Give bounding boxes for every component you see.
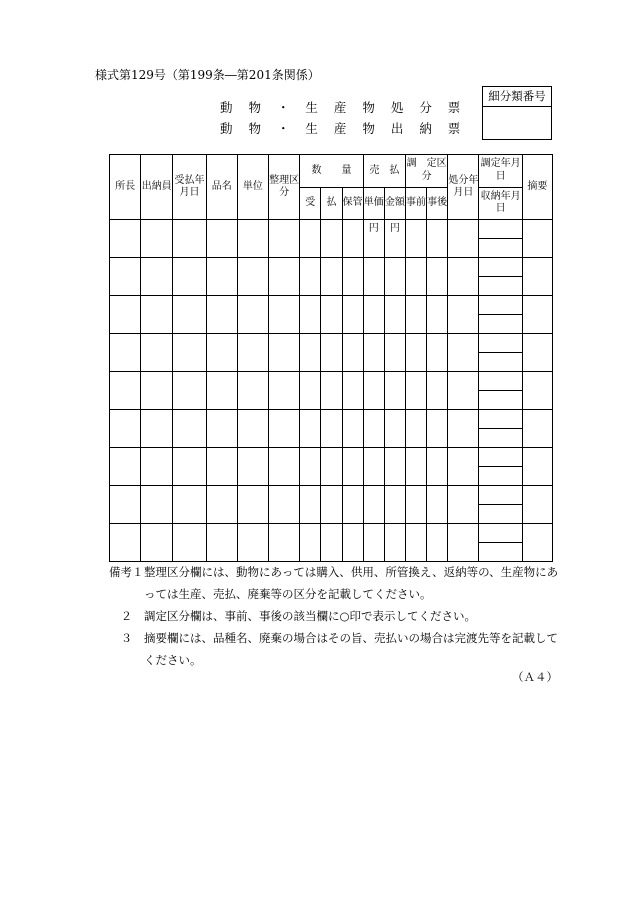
table-cell — [141, 296, 173, 334]
table-cell — [522, 372, 552, 410]
table-cell — [384, 296, 405, 334]
table-cell — [384, 372, 405, 410]
table-cell — [300, 258, 321, 296]
table-cell — [342, 258, 363, 296]
table-cell — [269, 486, 300, 524]
table-cell — [342, 296, 363, 334]
note-number: 備考１ — [109, 565, 144, 579]
table-cell — [522, 524, 552, 562]
table-cell — [384, 524, 405, 562]
col-unit: 単位 — [237, 155, 268, 220]
note-2 — [109, 605, 569, 627]
col-category: 整理区分 — [269, 155, 300, 220]
table-cell — [141, 258, 173, 296]
table-cell — [206, 410, 237, 448]
table-cell — [448, 220, 479, 258]
table-row — [110, 410, 553, 448]
table-cell — [237, 486, 268, 524]
table-cell — [110, 220, 141, 258]
table-cell — [173, 220, 206, 258]
table-cell — [363, 296, 384, 334]
table-cell — [363, 334, 384, 372]
table-cell — [363, 486, 384, 524]
table-cell — [384, 334, 405, 372]
table-cell — [300, 220, 321, 258]
note-text: 調定区分欄は、事前、事後の該当欄に○印で表示してください。 — [144, 609, 477, 623]
table-row — [110, 448, 553, 486]
note-3 — [109, 627, 569, 671]
col-after: 事後 — [427, 187, 448, 220]
table-cell — [384, 220, 405, 258]
table-cell — [522, 220, 552, 258]
table-cell — [269, 524, 300, 562]
col-quantity: 数 量 — [300, 155, 363, 188]
table-cell — [384, 486, 405, 524]
col-director: 所長 — [110, 155, 141, 220]
table-cell — [300, 372, 321, 410]
table-cell — [237, 334, 268, 372]
table-cell — [427, 258, 448, 296]
table-row — [110, 296, 553, 334]
col-sale: 売 払 — [363, 155, 405, 188]
yen-label: 円 — [368, 223, 379, 234]
col-qty-in: 受 — [300, 187, 321, 220]
col-unit-price: 単価 — [363, 187, 384, 220]
table-row — [110, 486, 553, 524]
table-cell — [405, 220, 426, 258]
table-cell — [342, 448, 363, 486]
col-remarks: 摘要 — [522, 155, 552, 220]
table-cell — [448, 372, 479, 410]
table-cell — [321, 334, 342, 372]
table-cell — [479, 372, 522, 410]
table-row — [110, 372, 553, 410]
table-cell — [342, 486, 363, 524]
table-cell — [522, 296, 552, 334]
table-cell — [237, 258, 268, 296]
table-cell — [522, 334, 552, 372]
table-cell — [321, 296, 342, 334]
table-cell — [448, 410, 479, 448]
table-cell — [522, 448, 552, 486]
table-cell — [522, 486, 552, 524]
note-text: 整理区分欄には、動物にあっては購入、供用、所管換え、返納等の、生産物にあっては生産、売払、廃棄等の区分を記載してください。 — [144, 565, 559, 601]
table-cell — [405, 410, 426, 448]
table-cell — [384, 258, 405, 296]
table-cell — [173, 524, 206, 562]
table-cell — [321, 372, 342, 410]
table-row — [110, 220, 553, 258]
classification-label: 細分類番号 — [483, 87, 551, 107]
table-cell — [427, 410, 448, 448]
table-cell — [110, 372, 141, 410]
table-cell — [300, 334, 321, 372]
table-cell — [173, 296, 206, 334]
table-cell — [342, 220, 363, 258]
table-cell — [405, 296, 426, 334]
ledger-table — [109, 154, 553, 562]
table-cell — [141, 372, 173, 410]
note-number: ２ — [120, 609, 133, 623]
table-cell — [479, 410, 522, 448]
table-cell — [363, 220, 384, 258]
table-cell — [237, 448, 268, 486]
col-adjust-date: 調定年月 日 — [479, 155, 521, 188]
col-disposal-date: 処分年月日 — [448, 155, 479, 220]
table-cell — [427, 334, 448, 372]
note-number: ３ — [120, 631, 133, 645]
note-text: 摘要欄には、品種名、廃棄の場合はその旨、売払いの場合は完渡先等を記載してください。 — [144, 631, 558, 667]
table-cell — [300, 448, 321, 486]
table-cell — [522, 258, 552, 296]
table-cell — [448, 258, 479, 296]
table-cell — [237, 372, 268, 410]
table-cell — [237, 220, 268, 258]
table-cell — [110, 486, 141, 524]
table-cell — [206, 524, 237, 562]
table-cell — [110, 448, 141, 486]
table-cell — [427, 524, 448, 562]
table-cell — [363, 448, 384, 486]
table-cell — [427, 296, 448, 334]
table-cell — [141, 524, 173, 562]
table-cell — [363, 258, 384, 296]
table-cell — [427, 448, 448, 486]
table-cell — [479, 258, 522, 296]
table-cell — [448, 486, 479, 524]
table-cell — [269, 296, 300, 334]
table-cell — [300, 486, 321, 524]
table-cell — [173, 372, 206, 410]
col-amount: 金額 — [384, 187, 405, 220]
table-cell — [342, 524, 363, 562]
table-row — [110, 258, 553, 296]
table-cell — [342, 334, 363, 372]
table-cell — [405, 448, 426, 486]
table-cell — [141, 486, 173, 524]
table-cell — [110, 524, 141, 562]
form-id: 様式第129号（第199条―第201条関係） — [95, 68, 320, 82]
col-adjust: 調 定区 分 — [405, 155, 447, 188]
table-cell — [448, 334, 479, 372]
table-cell — [479, 334, 522, 372]
col-item: 品名 — [206, 155, 237, 220]
table-cell — [479, 448, 522, 486]
table-row — [110, 334, 553, 372]
table-cell — [141, 220, 173, 258]
table-cell — [300, 410, 321, 448]
table-cell — [206, 372, 237, 410]
table-cell — [448, 448, 479, 486]
table-cell — [173, 448, 206, 486]
table-cell — [269, 220, 300, 258]
table-cell — [405, 486, 426, 524]
table-cell — [141, 334, 173, 372]
col-qty-keep: 保管 — [342, 187, 363, 220]
col-qty-out: 払 — [321, 187, 342, 220]
table-cell — [427, 220, 448, 258]
table-cell — [141, 448, 173, 486]
notes — [109, 561, 569, 671]
table-cell — [342, 372, 363, 410]
table-cell — [384, 410, 405, 448]
table-cell — [479, 524, 522, 562]
table-cell — [448, 296, 479, 334]
table-cell — [269, 448, 300, 486]
col-receipt-date: 受払年月日 — [173, 155, 206, 220]
table-cell — [237, 296, 268, 334]
table-cell — [405, 372, 426, 410]
table-cell — [269, 258, 300, 296]
table-cell — [110, 258, 141, 296]
table-cell — [405, 334, 426, 372]
table-row — [110, 524, 553, 562]
table-cell — [479, 486, 522, 524]
yen-label: 円 — [389, 223, 400, 234]
table-cell — [479, 296, 522, 334]
table-cell — [269, 372, 300, 410]
table-cell — [269, 334, 300, 372]
table-cell — [448, 524, 479, 562]
table-cell — [342, 410, 363, 448]
table-cell — [522, 410, 552, 448]
table-cell — [321, 258, 342, 296]
table-cell — [206, 448, 237, 486]
table-cell — [206, 486, 237, 524]
note-1 — [109, 561, 569, 605]
table-cell — [173, 334, 206, 372]
table-cell — [206, 220, 237, 258]
table-cell — [300, 524, 321, 562]
title-disposal: 動 物 ・ 生 産 物 処 分 票 — [220, 100, 467, 115]
table-cell — [206, 296, 237, 334]
table-cell — [405, 258, 426, 296]
table-cell — [269, 410, 300, 448]
col-before: 事前 — [405, 187, 426, 220]
table-cell — [110, 410, 141, 448]
table-cell — [321, 448, 342, 486]
col-receipt-date2: 収納年月 日 — [480, 190, 531, 215]
table-cell — [206, 334, 237, 372]
col-cashier: 出納員 — [141, 155, 173, 220]
table-cell — [427, 372, 448, 410]
title-ledger: 動 物 ・ 生 産 物 出 納 票 — [220, 121, 467, 136]
table-cell — [110, 334, 141, 372]
table-cell — [405, 524, 426, 562]
table-cell — [321, 220, 342, 258]
table-cell — [173, 486, 206, 524]
table-cell — [321, 410, 342, 448]
table-cell — [384, 448, 405, 486]
table-cell — [237, 524, 268, 562]
col-dates — [479, 155, 531, 220]
table-cell — [363, 524, 384, 562]
table-cell — [300, 296, 321, 334]
table-cell — [173, 258, 206, 296]
table-cell — [173, 410, 206, 448]
paper-size: （Ａ４） — [512, 670, 558, 684]
classification-box — [482, 86, 552, 140]
table-cell — [141, 410, 173, 448]
table-cell — [206, 258, 237, 296]
table-cell — [363, 410, 384, 448]
table-cell — [110, 296, 141, 334]
table-cell — [363, 372, 384, 410]
table-cell — [321, 486, 342, 524]
table-cell — [427, 486, 448, 524]
table-cell — [479, 220, 522, 258]
table-cell — [237, 410, 268, 448]
table-cell — [321, 524, 342, 562]
